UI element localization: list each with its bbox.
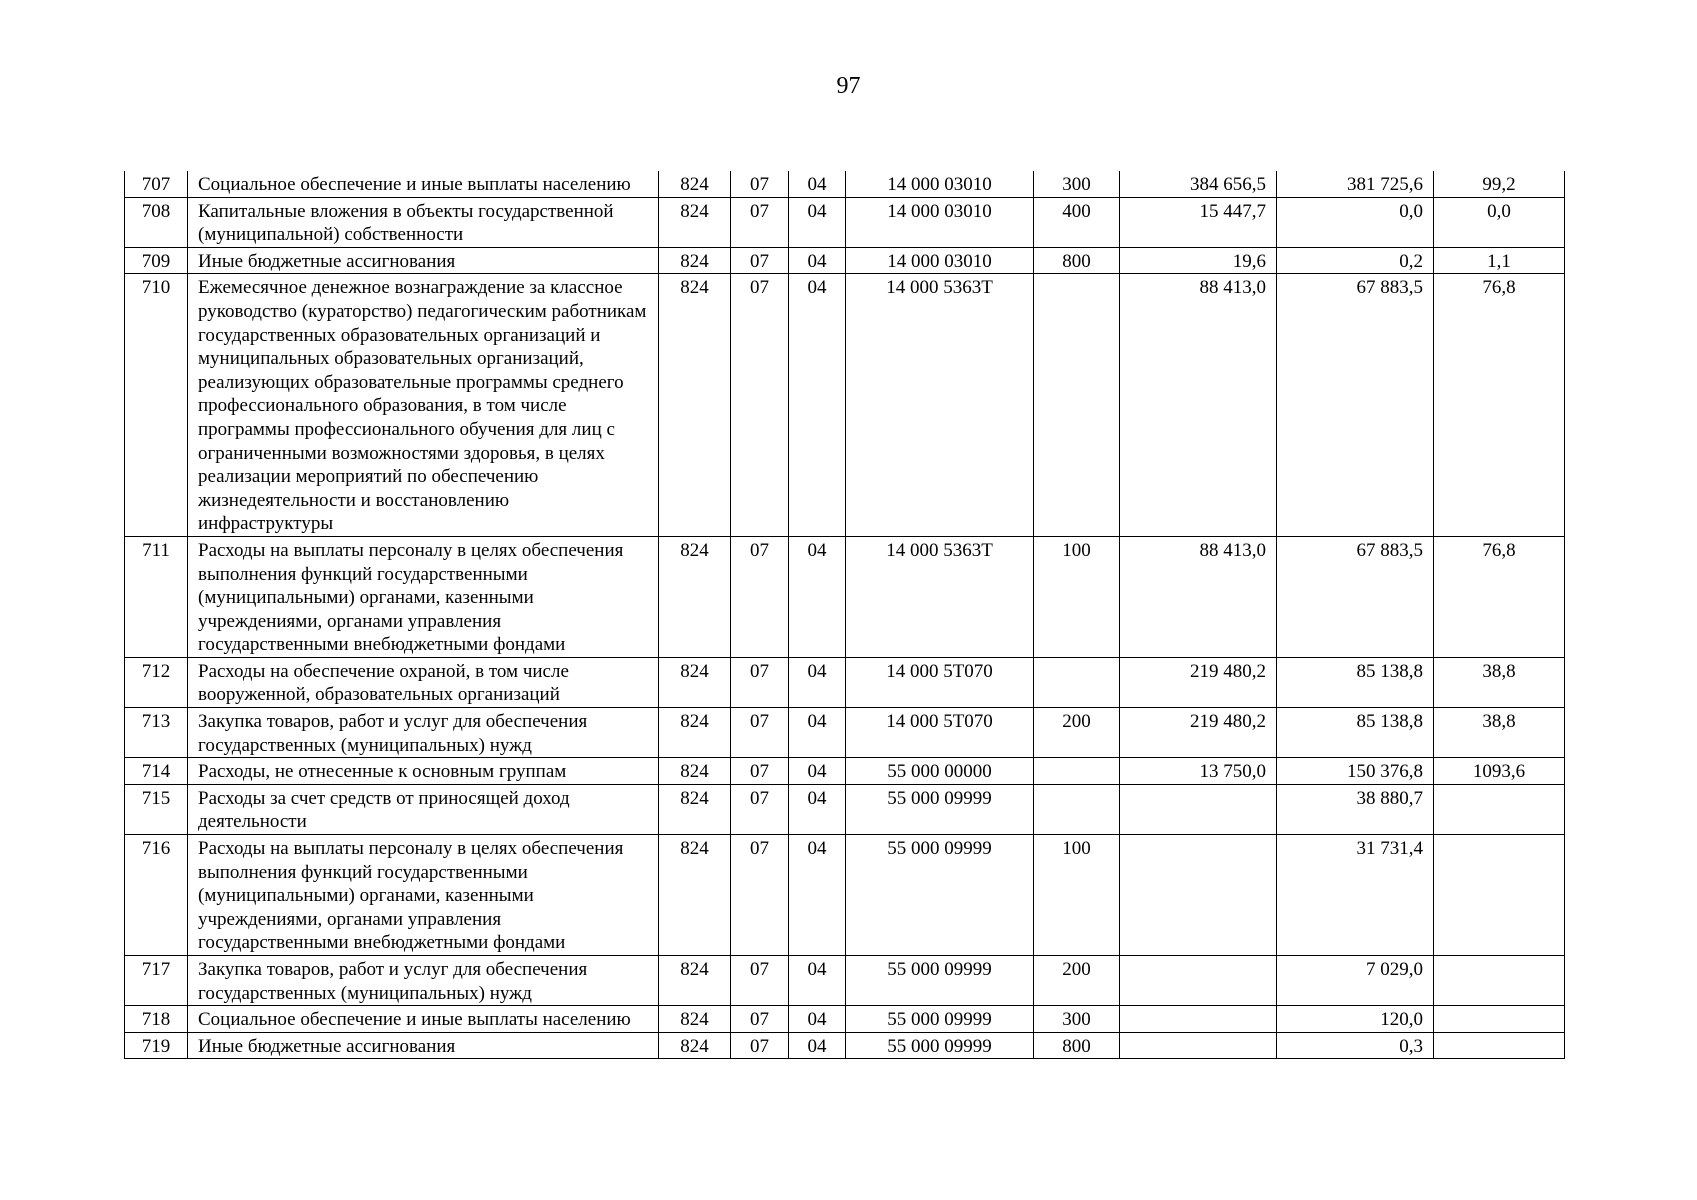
department-code-cell: 824 (659, 1006, 731, 1033)
expense-type-cell (1034, 274, 1120, 537)
expense-type-cell: 200 (1034, 956, 1120, 1006)
table-row (125, 274, 1565, 537)
subsection-code-cell: 04 (789, 274, 846, 537)
actual-amount-cell: 150 376,8 (1277, 758, 1434, 785)
subsection-code-cell: 04 (789, 657, 846, 707)
actual-amount-cell: 7 029,0 (1277, 956, 1434, 1006)
expense-type-cell (1034, 657, 1120, 707)
table-row (125, 956, 1565, 1006)
page-number: 97 (836, 73, 861, 99)
expense-name-cell: Иные бюджетные ассигнования (188, 247, 659, 274)
expense-type-cell: 300 (1034, 1006, 1120, 1033)
row-number-cell: 712 (125, 657, 188, 707)
execution-percent-cell: 38,8 (1434, 657, 1565, 707)
row-number-cell: 711 (125, 536, 188, 657)
expense-name-cell: Закупка товаров, работ и услуг для обеспечения государственных (муниципальных) нужд (188, 956, 659, 1006)
expense-name-cell: Расходы, не отнесенные к основным группам (188, 758, 659, 785)
expense-name-cell: Социальное обеспечение и иные выплаты населению (188, 1006, 659, 1033)
actual-amount-cell: 67 883,5 (1277, 274, 1434, 537)
expense-type-cell: 200 (1034, 708, 1120, 758)
planned-amount-cell (1120, 835, 1277, 956)
subsection-code-cell: 04 (789, 247, 846, 274)
execution-percent-cell: 0,0 (1434, 197, 1565, 247)
expense-name-cell: Закупка товаров, работ и услуг для обеспечения государственных (муниципальных) нужд (188, 708, 659, 758)
target-article-cell: 14 000 03010 (846, 197, 1034, 247)
department-code-cell: 824 (659, 708, 731, 758)
table-row (125, 657, 1565, 707)
execution-percent-cell (1434, 956, 1565, 1006)
expense-type-cell: 400 (1034, 197, 1120, 247)
section-code-cell: 07 (731, 171, 789, 197)
section-code-cell: 07 (731, 784, 789, 834)
execution-percent-cell: 76,8 (1434, 274, 1565, 537)
department-code-cell: 824 (659, 536, 731, 657)
target-article-cell: 55 000 09999 (846, 1032, 1034, 1059)
expense-name-cell: Расходы на выплаты персоналу в целях обеспечения выполнения функций государственными (муниципальными) органами, казенными учреждениями, органами управления государственными внебюджетными фондами (188, 536, 659, 657)
budget-table (124, 171, 1565, 1059)
target-article-cell: 55 000 09999 (846, 956, 1034, 1006)
target-article-cell: 14 000 5363Т (846, 536, 1034, 657)
subsection-code-cell: 04 (789, 758, 846, 785)
execution-percent-cell: 99,2 (1434, 171, 1565, 197)
row-number-cell: 715 (125, 784, 188, 834)
planned-amount-cell: 15 447,7 (1120, 197, 1277, 247)
planned-amount-cell: 384 656,5 (1120, 171, 1277, 197)
subsection-code-cell: 04 (789, 1032, 846, 1059)
target-article-cell: 55 000 09999 (846, 835, 1034, 956)
section-code-cell: 07 (731, 708, 789, 758)
planned-amount-cell (1120, 956, 1277, 1006)
department-code-cell: 824 (659, 758, 731, 785)
actual-amount-cell: 381 725,6 (1277, 171, 1434, 197)
planned-amount-cell (1120, 784, 1277, 834)
planned-amount-cell (1120, 1006, 1277, 1033)
expense-name-cell: Капитальные вложения в объекты государственной (муниципальной) собственности (188, 197, 659, 247)
table-row (125, 536, 1565, 657)
section-code-cell: 07 (731, 956, 789, 1006)
table-row (125, 197, 1565, 247)
planned-amount-cell: 19,6 (1120, 247, 1277, 274)
table-row (125, 758, 1565, 785)
expense-name-cell: Социальное обеспечение и иные выплаты населению (188, 171, 659, 197)
execution-percent-cell (1434, 1032, 1565, 1059)
actual-amount-cell: 31 731,4 (1277, 835, 1434, 956)
department-code-cell: 824 (659, 171, 731, 197)
target-article-cell: 14 000 5Т070 (846, 657, 1034, 707)
table-row (125, 171, 1565, 197)
subsection-code-cell: 04 (789, 536, 846, 657)
department-code-cell: 824 (659, 835, 731, 956)
execution-percent-cell (1434, 1006, 1565, 1033)
subsection-code-cell: 04 (789, 171, 846, 197)
planned-amount-cell: 219 480,2 (1120, 657, 1277, 707)
subsection-code-cell: 04 (789, 197, 846, 247)
execution-percent-cell: 1,1 (1434, 247, 1565, 274)
subsection-code-cell: 04 (789, 1006, 846, 1033)
row-number-cell: 709 (125, 247, 188, 274)
row-number-cell: 717 (125, 956, 188, 1006)
execution-percent-cell (1434, 784, 1565, 834)
row-number-cell: 718 (125, 1006, 188, 1033)
actual-amount-cell: 85 138,8 (1277, 708, 1434, 758)
expense-type-cell: 800 (1034, 1032, 1120, 1059)
planned-amount-cell (1120, 1032, 1277, 1059)
planned-amount-cell: 13 750,0 (1120, 758, 1277, 785)
actual-amount-cell: 38 880,7 (1277, 784, 1434, 834)
expense-name-cell: Расходы на выплаты персоналу в целях обеспечения выполнения функций государственными (муниципальными) органами, казенными учреждениями, органами управления государственными внебюджетными фондами (188, 835, 659, 956)
execution-percent-cell: 76,8 (1434, 536, 1565, 657)
planned-amount-cell: 219 480,2 (1120, 708, 1277, 758)
department-code-cell: 824 (659, 657, 731, 707)
target-article-cell: 14 000 5Т070 (846, 708, 1034, 758)
table-row (125, 247, 1565, 274)
section-code-cell: 07 (731, 1032, 789, 1059)
row-number-cell: 716 (125, 835, 188, 956)
department-code-cell: 824 (659, 274, 731, 537)
row-number-cell: 710 (125, 274, 188, 537)
execution-percent-cell: 1093,6 (1434, 758, 1565, 785)
section-code-cell: 07 (731, 247, 789, 274)
row-number-cell: 713 (125, 708, 188, 758)
target-article-cell: 14 000 03010 (846, 247, 1034, 274)
table-row (125, 835, 1565, 956)
actual-amount-cell: 0,3 (1277, 1032, 1434, 1059)
row-number-cell: 714 (125, 758, 188, 785)
section-code-cell: 07 (731, 274, 789, 537)
expense-type-cell: 100 (1034, 835, 1120, 956)
department-code-cell: 824 (659, 1032, 731, 1059)
expense-type-cell (1034, 758, 1120, 785)
section-code-cell: 07 (731, 657, 789, 707)
expense-name-cell: Расходы за счет средств от приносящей доход деятельности (188, 784, 659, 834)
planned-amount-cell: 88 413,0 (1120, 536, 1277, 657)
department-code-cell: 824 (659, 197, 731, 247)
subsection-code-cell: 04 (789, 956, 846, 1006)
section-code-cell: 07 (731, 1006, 789, 1033)
subsection-code-cell: 04 (789, 708, 846, 758)
actual-amount-cell: 67 883,5 (1277, 536, 1434, 657)
expense-name-cell: Иные бюджетные ассигнования (188, 1032, 659, 1059)
target-article-cell: 55 000 00000 (846, 758, 1034, 785)
row-number-cell: 708 (125, 197, 188, 247)
department-code-cell: 824 (659, 784, 731, 834)
section-code-cell: 07 (731, 536, 789, 657)
actual-amount-cell: 0,2 (1277, 247, 1434, 274)
actual-amount-cell: 0,0 (1277, 197, 1434, 247)
target-article-cell: 14 000 03010 (846, 171, 1034, 197)
expense-type-cell: 300 (1034, 171, 1120, 197)
expense-type-cell: 100 (1034, 536, 1120, 657)
table-row (125, 708, 1565, 758)
actual-amount-cell: 85 138,8 (1277, 657, 1434, 707)
target-article-cell: 55 000 09999 (846, 784, 1034, 834)
actual-amount-cell: 120,0 (1277, 1006, 1434, 1033)
section-code-cell: 07 (731, 835, 789, 956)
target-article-cell: 14 000 5363Т (846, 274, 1034, 537)
department-code-cell: 824 (659, 247, 731, 274)
table-row (125, 784, 1565, 834)
execution-percent-cell: 38,8 (1434, 708, 1565, 758)
table-row (125, 1006, 1565, 1033)
table-body (125, 171, 1565, 1059)
section-code-cell: 07 (731, 758, 789, 785)
row-number-cell: 707 (125, 171, 188, 197)
department-code-cell: 824 (659, 956, 731, 1006)
execution-percent-cell (1434, 835, 1565, 956)
section-code-cell: 07 (731, 197, 789, 247)
expense-type-cell (1034, 784, 1120, 834)
target-article-cell: 55 000 09999 (846, 1006, 1034, 1033)
table-row (125, 1032, 1565, 1059)
expense-name-cell: Расходы на обеспечение охраной, в том числе вооруженной, образовательных организаций (188, 657, 659, 707)
row-number-cell: 719 (125, 1032, 188, 1059)
subsection-code-cell: 04 (789, 835, 846, 956)
planned-amount-cell: 88 413,0 (1120, 274, 1277, 537)
subsection-code-cell: 04 (789, 784, 846, 834)
expense-name-cell: Ежемесячное денежное вознаграждение за классное руководство (кураторство) педагогическим работникам государственных образовательных организаций и муниципальных образовательных организаций, реализующих образовательные программы среднего профессионального образования, в том числе программы профессионального обучения для лиц с ограниченными возможностями здоровья, в целях реализации мероприятий по обеспечению жизнедеятельности и восстановлению инфраструктуры (188, 274, 659, 537)
expense-type-cell: 800 (1034, 247, 1120, 274)
